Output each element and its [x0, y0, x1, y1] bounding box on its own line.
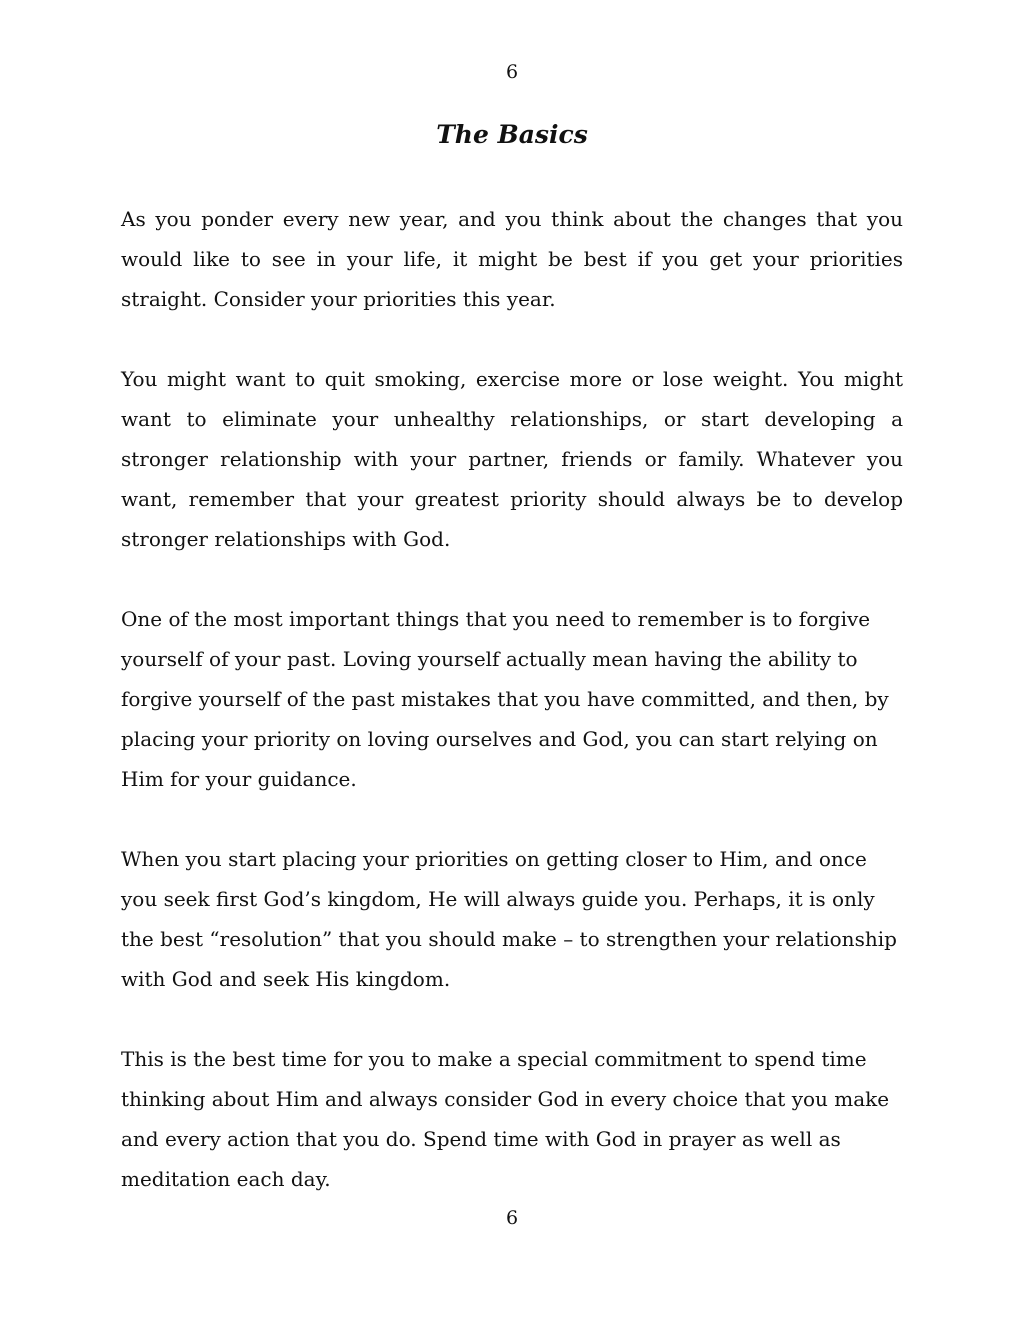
- paragraph-2: You might want to quit smoking, exercise more or lose weight. You might want to eliminate your unhealthy relationships, or start developing a stronger relationship with your partner, friends or family. Whatever you want, remember that your greatest priority should always be to develop stronger relationships with God.: [121, 367, 903, 551]
- page-title: The Basics: [436, 120, 588, 149]
- body-text: [121, 199, 903, 1239]
- paragraph-4: When you start placing your priorities on getting closer to Him, and once you seek first God’s kingdom, He will always guide you. Perhaps, it is only the best “resolution” that you should make – to strengthen your relationship with God and seek His kingdom.: [121, 847, 897, 991]
- paragraph-5: This is the best time for you to make a special commitment to spend time thinking about Him and always consider God in every choice that you make and every action that you do. Spend time with God in prayer as well as meditation each day.: [121, 1047, 890, 1191]
- page-number-top: 6: [505, 61, 519, 83]
- page-number-bottom: 6: [505, 1207, 519, 1229]
- paragraph-1: As you ponder every new year, and you think about the changes that you would like to see in your life, it might be best if you get your priorities straight. Consider your priorities this year.: [121, 207, 903, 311]
- paragraph-3: One of the most important things that you need to remember is to forgive yourself of your past. Loving yourself actually mean having the ability to forgive yourself of the past mistakes that you have committed, and then, by placing your priority on loving ourselves and God, you can start relying on Him for your guidance.: [121, 607, 889, 791]
